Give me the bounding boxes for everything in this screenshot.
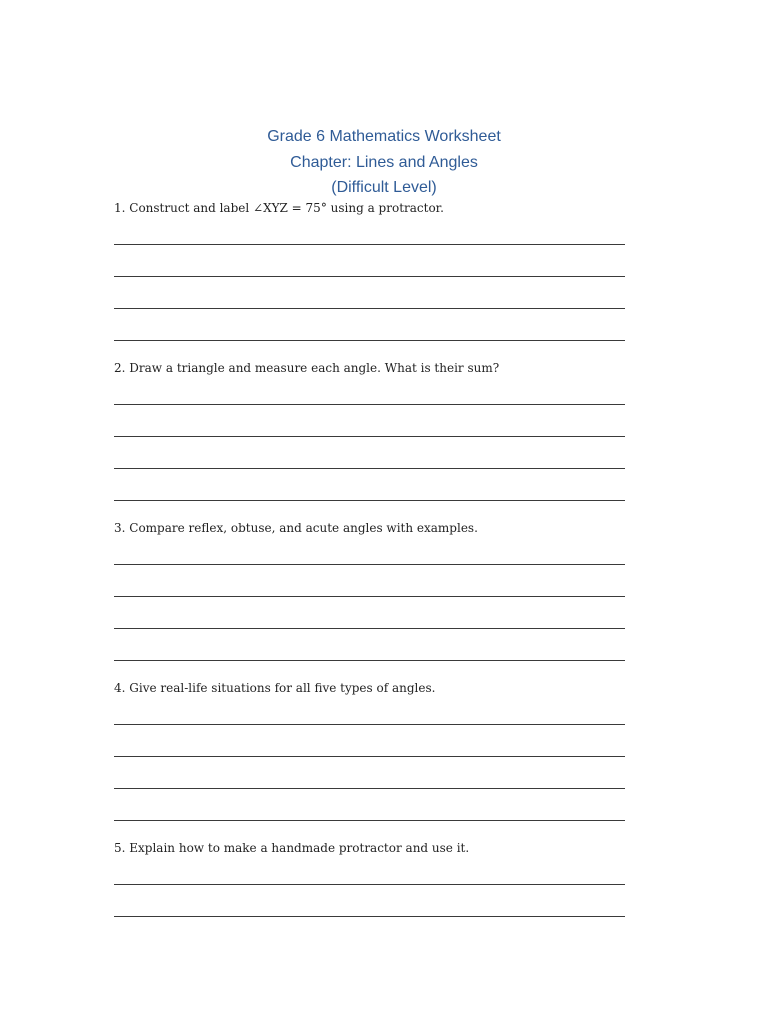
question-5: 5. Explain how to make a handmade protractor and use it. <box>114 841 470 855</box>
answer-line[interactable] <box>114 404 625 405</box>
answer-line[interactable] <box>114 436 625 437</box>
difficulty-level: (Difficult Level) <box>331 179 437 196</box>
answer-line[interactable] <box>114 884 625 885</box>
answer-line[interactable] <box>114 628 625 629</box>
answer-line[interactable] <box>114 660 625 661</box>
answer-line[interactable] <box>114 244 625 245</box>
answer-line[interactable] <box>114 820 625 821</box>
answer-line[interactable] <box>114 916 625 917</box>
question-1: 1. Construct and label ∠XYZ = 75° using a protractor. <box>114 201 444 215</box>
worksheet-header <box>0 124 768 201</box>
question-4: 4. Give real-life situations for all five types of angles. <box>114 681 436 695</box>
answer-line[interactable] <box>114 564 625 565</box>
chapter-title: Chapter: Lines and Angles <box>290 153 478 171</box>
answer-line[interactable] <box>114 500 625 501</box>
answer-line[interactable] <box>114 276 625 277</box>
answer-line[interactable] <box>114 468 625 469</box>
question-3: 3. Compare reflex, obtuse, and acute angles with examples. <box>114 521 478 535</box>
question-2: 2. Draw a triangle and measure each angle. What is their sum? <box>114 361 500 375</box>
answer-line[interactable] <box>114 340 625 341</box>
answer-line[interactable] <box>114 724 625 725</box>
answer-line[interactable] <box>114 756 625 757</box>
answer-line[interactable] <box>114 596 625 597</box>
answer-line[interactable] <box>114 308 625 309</box>
answer-line[interactable] <box>114 788 625 789</box>
worksheet-title: Grade 6 Mathematics Worksheet <box>267 128 501 145</box>
